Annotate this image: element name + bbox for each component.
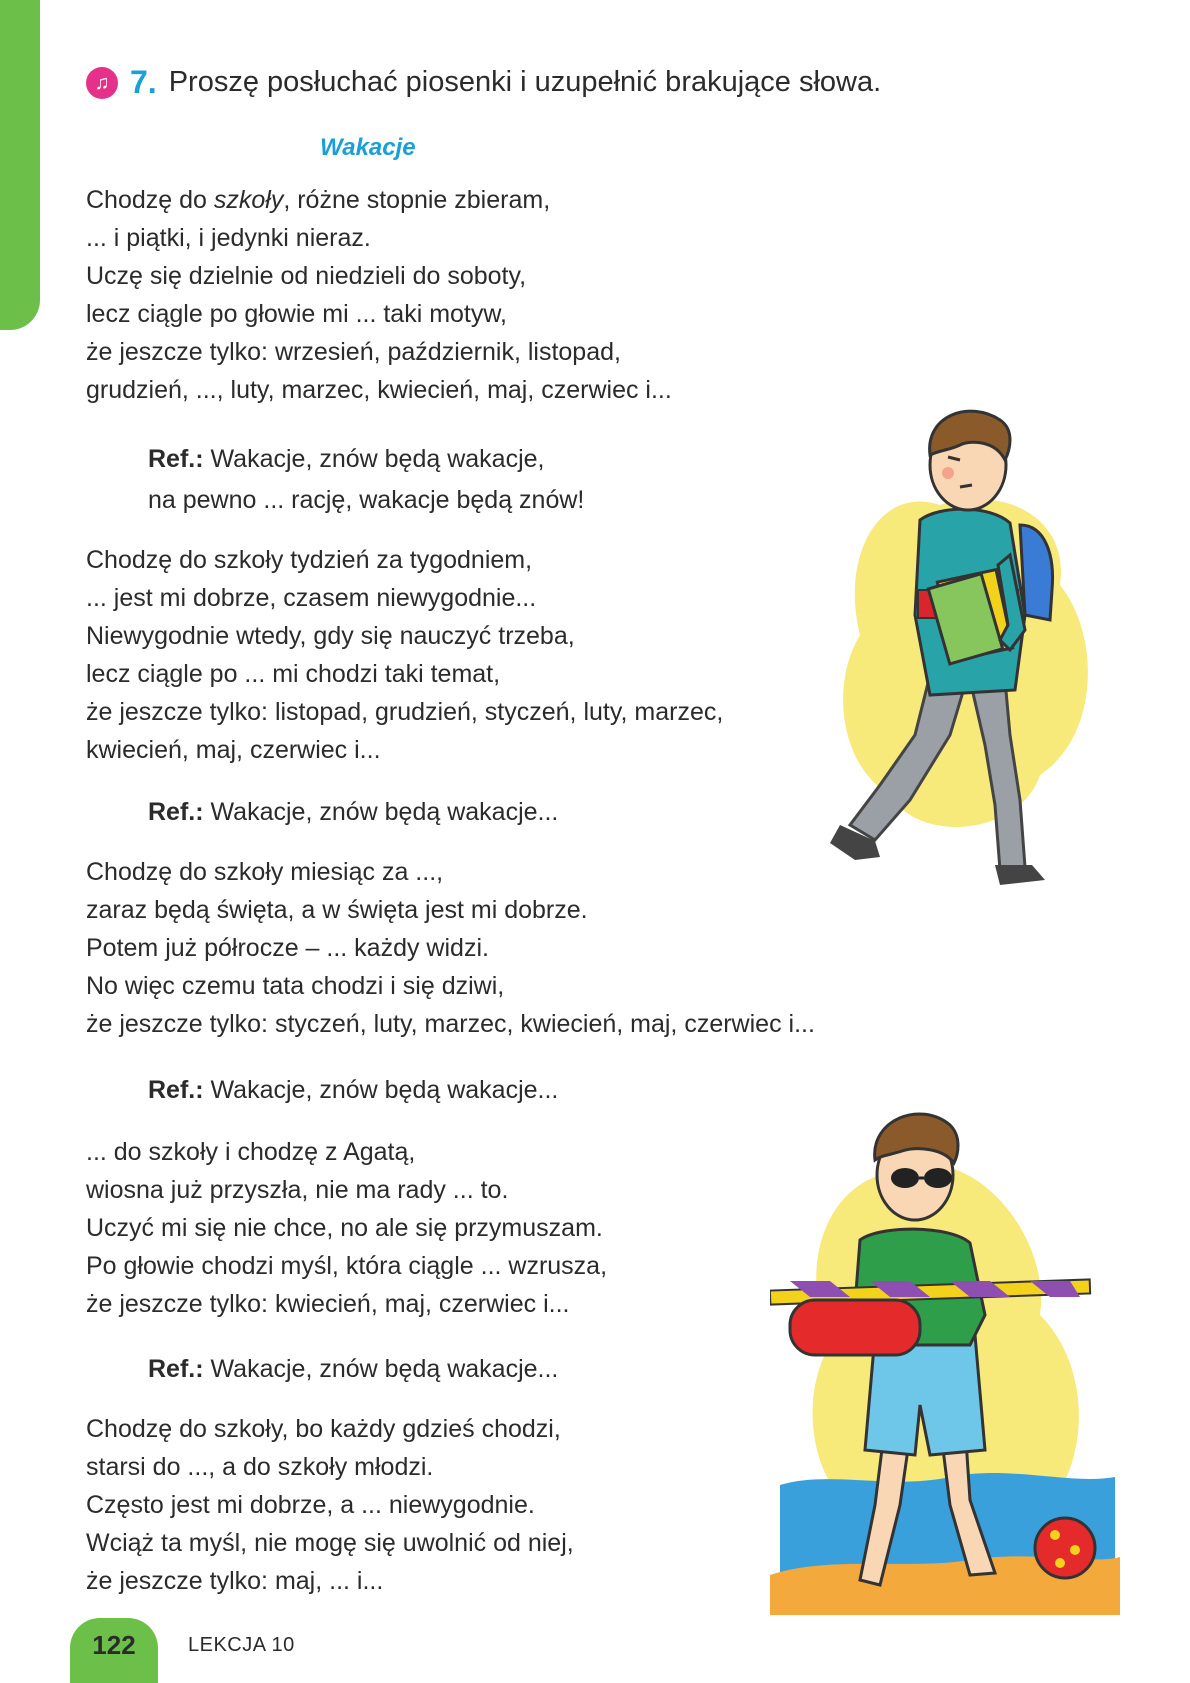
lyric-line: Ref.: Wakacje, znów będą wakacje... (148, 1076, 559, 1104)
lyric-line: Ref.: Wakacje, znów będą wakacje... (148, 1355, 559, 1383)
lyric-line: grudzień, ..., luty, marzec, kwiecień, maj, czerwiec i... (86, 376, 672, 404)
lyric-line: starsi do ..., a do szkoły młodzi. (86, 1453, 434, 1481)
lyric-line: Po głowie chodzi myśl, która ciągle ... wzrusza, (86, 1252, 608, 1280)
green-side-tab (0, 0, 40, 330)
lyric-line: lecz ciągle po ... mi chodzi taki temat, (86, 660, 501, 688)
stanza-2 (86, 541, 723, 769)
boy-with-backpack-illustration (820, 405, 1110, 905)
lyric-line: Niewygodnie wtedy, gdy się nauczyć trzeba, (86, 622, 575, 650)
lyric-line: Chodzę do szkoły tydzień za tygodniem, (86, 546, 533, 574)
lyric-line: że jeszcze tylko: wrzesień, październik, listopad, (86, 338, 621, 366)
lyric-line: kwiecień, maj, czerwiec i... (86, 736, 381, 764)
stanza-1 (86, 181, 672, 409)
lyric-line: na pewno ... rację, wakacje będą znów! (148, 486, 585, 514)
exercise-header (86, 64, 881, 101)
lyric-line: Potem już półrocze – ... każdy widzi. (86, 934, 489, 962)
lyric-line: Uczyć mi się nie chce, no ale się przymuszam. (86, 1214, 603, 1242)
refrain-2 (148, 792, 558, 833)
exercise-number: 7. (130, 64, 157, 100)
music-note-icon[interactable]: ♫ (86, 67, 118, 99)
lyric-line: Chodzę do szkoły miesiąc za ..., (86, 858, 444, 886)
lyric-line: Chodzę do szkoły, bo każdy gdzieś chodzi, (86, 1415, 561, 1443)
lyric-line: No więc czemu tata chodzi i się dziwi, (86, 972, 505, 1000)
lyric-line: że jeszcze tylko: kwiecień, maj, czerwiec i... (86, 1290, 570, 1318)
lyric-line: Ref.: Wakacje, znów będą wakacje, (148, 445, 545, 473)
lyric-line: Uczę się dzielnie od niedzieli do soboty, (86, 262, 527, 290)
lyric-line: ... do szkoły i chodzę z Agatą, (86, 1138, 416, 1166)
lyric-line: ... jest mi dobrze, czasem niewygodnie... (86, 584, 537, 612)
lyric-line: wiosna już przyszła, nie ma rady ... to. (86, 1176, 509, 1204)
lyric-line: że jeszcze tylko: maj, ... i... (86, 1567, 384, 1595)
refrain-3 (148, 1070, 558, 1111)
lyric-line: Często jest mi dobrze, a ... niewygodnie. (86, 1491, 535, 1519)
lyric-line: Chodzę do szkoły, różne stopnie zbieram, (86, 186, 551, 214)
exercise-instruction: Proszę posłuchać piosenki i uzupełnić brakujące słowa. (168, 66, 882, 98)
lesson-label: LEKCJA 10 (188, 1634, 295, 1656)
stanza-3 (86, 853, 815, 1043)
refrain-1 (148, 439, 584, 521)
lyric-line: Wciąż ta myśl, nie mogę się uwolnić od niej, (86, 1529, 574, 1557)
lyric-line: że jeszcze tylko: listopad, grudzień, styczeń, luty, marzec, (86, 698, 724, 726)
lyric-line: Ref.: Wakacje, znów będą wakacje... (148, 798, 559, 826)
page-number-badge: 122 (70, 1618, 158, 1683)
refrain-4 (148, 1349, 558, 1390)
lyric-line: zaraz będą święta, a w święta jest mi dobrze. (86, 896, 588, 924)
lyric-line: lecz ciągle po głowie mi ... taki motyw, (86, 300, 507, 328)
boy-at-beach-illustration (770, 1105, 1120, 1615)
stanza-5 (86, 1410, 574, 1600)
lyric-line: że jeszcze tylko: styczeń, luty, marzec, kwiecień, maj, czerwiec i... (86, 1010, 815, 1038)
lyric-line: ... i piątki, i jedynki nieraz. (86, 224, 371, 252)
stanza-4 (86, 1133, 607, 1323)
song-title: Wakacje (320, 134, 416, 161)
